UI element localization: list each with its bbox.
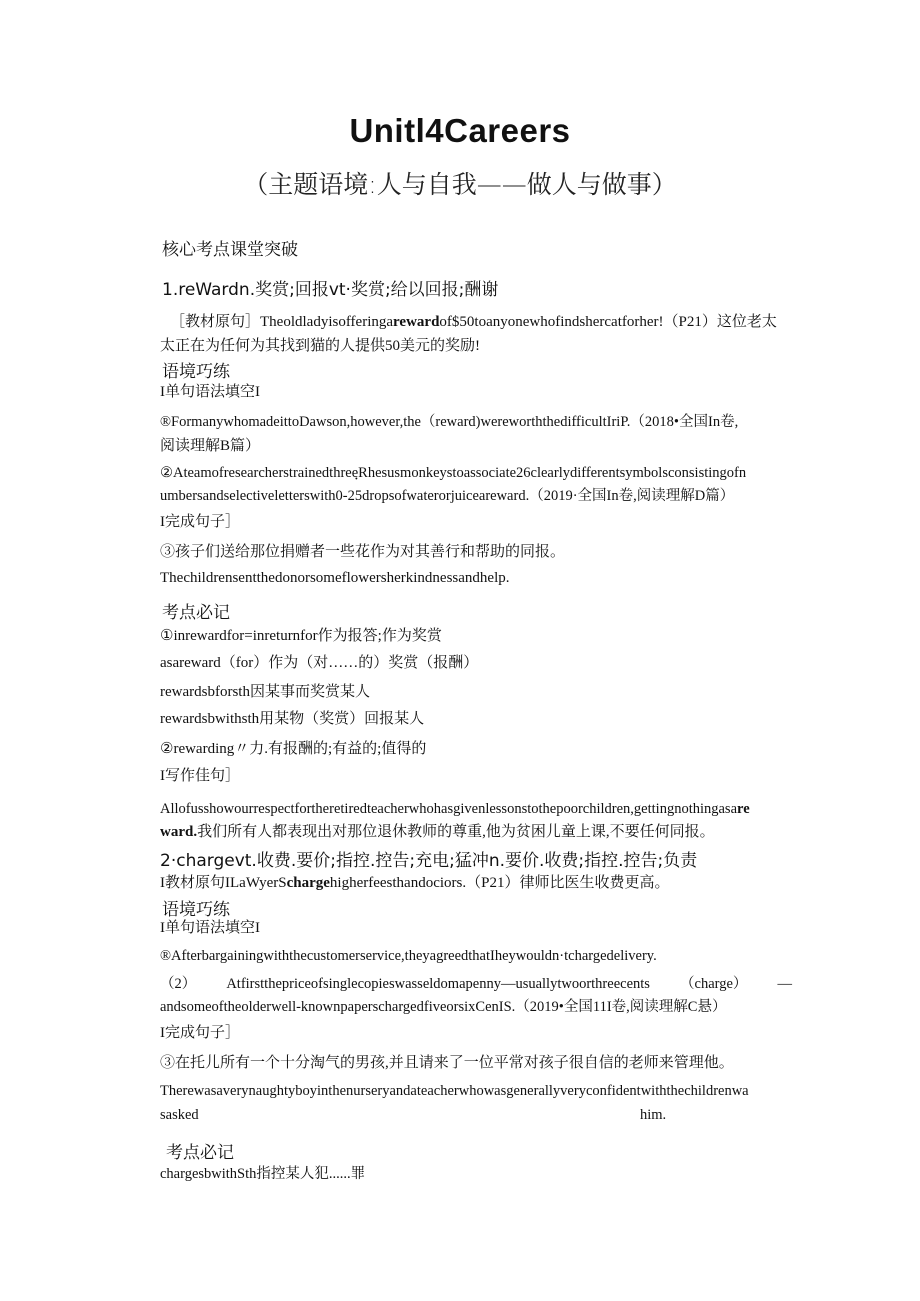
item2-fill-label: I单句语法填空I [160,920,260,936]
item2-kp1: chargesbwithSth指控某人犯......罪 [160,1166,366,1182]
item1-write-bold1: re [737,801,750,817]
item2-context-label: 语境巧练 [162,900,230,920]
page-subtitle: （主题语境:人与自我——做人与做事） [243,170,677,199]
item2-heading: 2·chargevt.收费.要价;指控.控告;充电;猛冲n.要价.收费;指控.控告;负责 [160,851,698,871]
item1-source-line1 [170,311,777,333]
item2-q2-hint: （charge） [680,976,748,992]
item1-write-line1 [160,798,750,820]
item1-kp5: ②rewarding〃力.有报酬的;有益的;值得的 [160,741,427,757]
item1-fill-label: I单句语法填空I [160,384,260,400]
item2-q3-line2a: sasked [160,1107,199,1123]
item2-q1: ®Afterbargainingwiththecustomerservice,theyagreedthatIheywouldn·tchargedelivery. [160,948,657,964]
item1-kp2: asareward（for）作为（对……的）奖赏（报酬） [160,655,479,671]
item2-source-a: LaWyerS [230,875,287,891]
item2-keypoint-label: 考点必记 [166,1143,234,1163]
item1-write-a: Allofusshowourrespectfortheretiredteacherwhohasgivenlessonstothepoorchildren,gettingnothingasa [160,801,738,817]
item1-source-a: Theoldladyisofferinga [260,314,394,330]
item2-q2-a: Atfirstthepriceofsinglecopieswasseldomapenny—usuallytwoorthreecents [226,976,650,992]
item1-kp4: rewardsbwithsth用某物（奖赏）回报某人 [160,711,425,727]
page-title: Unitl4Careers [349,112,571,149]
item1-context-label: 语境巧练 [162,362,230,382]
item1-q1-line2: 阅读理解B篇） [160,438,261,454]
item2-q2-line1 [160,973,792,995]
item1-q2-line1: ②AteamofresearcherstrainedthreeฺRhesusmonkeystoassociate26clearlydifferentsymbolsconsistingofn [160,465,747,481]
item1-keypoint-label: 考点必记 [162,603,230,623]
item2-q3-cn: ③在托儿所有一个十分淘气的男孩,并且请来了一位平常对孩子很自信的老师来管理他。 [160,1055,734,1071]
item1-source-prefix: ［教材原句］ [170,314,261,330]
item2-q3-line1: Therewasaverynaughtyboyinthenurseryandateacherwhowasgenerallyveryconfidentwiththechildrenwa [160,1083,749,1099]
item1-source-bold: reward [393,314,440,330]
section-heading: 核心考点课堂突破 [162,240,298,260]
item2-source-bold: charge [286,875,330,891]
item1-write-b: 我们所有人都表现出对那位退休教师的尊重,他为贫困儿童上课,不要任何同报。 [197,824,715,840]
item2-q2-line2: andsomeoftheolderwell-knownpaperschargedfiveorsixCenIS.（2019•全国11I卷,阅读理解C悬） [160,999,727,1015]
item2-source-prefix: I教材原句I [160,875,230,891]
item1-kp1: ①inrewardfor=inreturnfor作为报答;作为奖赏 [160,628,442,644]
item1-q2-line2: umbersandselectiveletterswith0-25dropsofwaterorjuiceareward.（2019·全国In卷,阅读理解D篇） [160,488,735,504]
item1-write-label: I写作佳句］ [160,768,240,784]
item2-q3-line2b: him. [640,1107,667,1123]
item1-write-bold2: ward. [160,824,198,840]
item1-kp3: rewardsbforsth因某事而奖赏某人 [160,684,370,700]
item1-source-line2: 太正在为任何为其找到猫的人提供50美元的奖励! [160,338,480,354]
item2-complete-label: I完成句子］ [160,1025,240,1041]
item2-q2-num: （2） [160,976,197,992]
item1-complete-label: I完成句子］ [160,514,240,530]
item1-q1-line1: ®FormanywhomadeittoDawson,however,the（reward)wereworththedifficultIriP.（2018•全国In卷, [160,414,739,430]
item1-write-line2 [160,821,715,843]
item2-source-b: higherfeesthandociors.（P21）律师比医生收费更高。 [329,875,670,891]
item1-q3-cn: ③孩子们送给那位捐赠者一些花作为对其善行和帮助的同报。 [160,544,566,560]
item2-source [160,872,669,894]
item1-heading: 1.reWardn.奖赏;回报vt·奖赏;给以回报;酬谢 [162,280,499,300]
item1-source-b: of$50toanyonewhofindshercatforher!（P21）这位老太 [439,314,777,330]
item1-q3-en: Thechildrensentthedonorsomeflowersherkindnessandhelp. [160,570,510,586]
item2-q2-dash: — [777,976,792,992]
